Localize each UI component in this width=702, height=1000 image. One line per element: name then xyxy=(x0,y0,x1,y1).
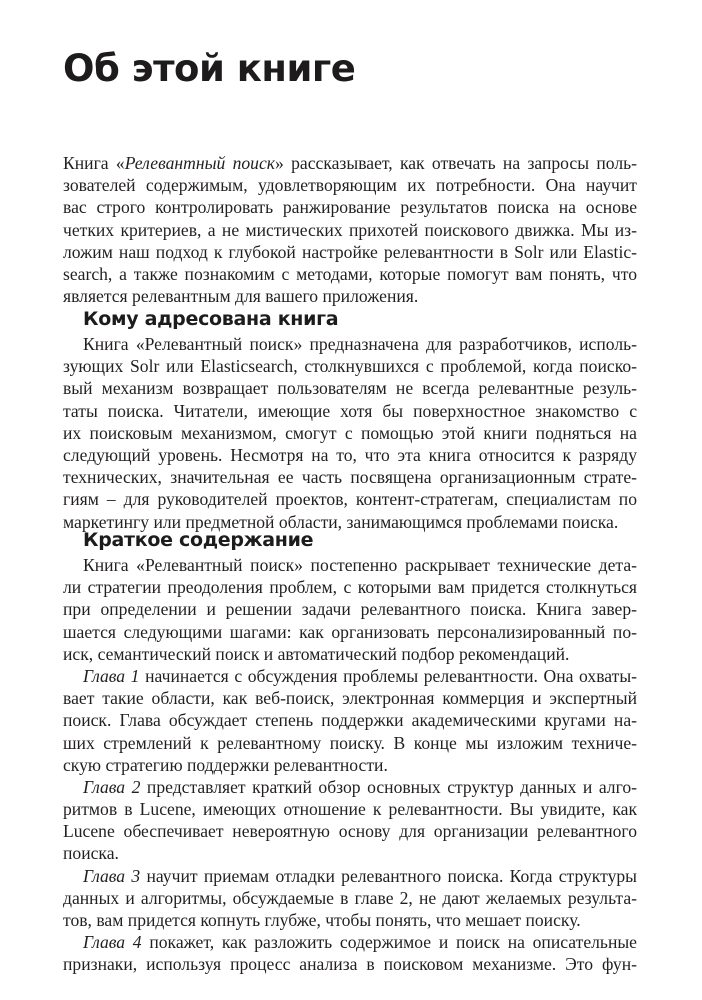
text-line: ли стратегии преодоления проблем, с которыми вам придется столкнуться xyxy=(63,577,637,598)
text-line: Книга «Релевантный поиск» постепенно раскрывает технические дета- xyxy=(83,555,637,575)
section-heading-audience: Кому адресована книга xyxy=(83,308,339,330)
text-line: Глава 3 научит приемам отладки релевантного поиска. Когда структуры xyxy=(83,865,637,886)
text-line: вый механизм возвращает пользователям не всегда релевантные резуль- xyxy=(63,378,637,399)
section-heading-summary: Краткое содержание xyxy=(83,529,314,551)
text-line: скую стратегию поддержки релевантности. xyxy=(63,754,388,775)
chapter-reference: Глава 1 xyxy=(83,665,140,686)
text-line: Lucene обеспечивает невероятную основу для организации релевантного xyxy=(63,821,637,842)
chapter-reference: Глава 3 xyxy=(83,865,141,886)
chapter-reference: Глава 2 xyxy=(83,776,141,797)
text-line: следующий уровень. Несмотря на то, что эта книга относится к разряду xyxy=(63,444,637,465)
chapter-title: Об этой книге xyxy=(63,47,356,90)
text-line: вас строго контролировать ранжирование результатов поиска на основе xyxy=(63,197,637,218)
text-line: Глава 2 представляет краткий обзор основных структур данных и алго- xyxy=(83,776,638,797)
audience-paragraph xyxy=(63,333,637,533)
text-line: маркетингу или предметной области, занимающимся проблемами поиска. xyxy=(63,511,619,532)
text-line: шается следующими шагами: как организовать персонализированный по- xyxy=(63,621,637,642)
summary-content xyxy=(63,554,637,976)
text-line: технических, значительная ее часть посвящена организационным страте- xyxy=(63,467,637,488)
intro-paragraph xyxy=(63,152,637,307)
text-line: поиск. Глава обсуждает степень поддержки академическими кругами на- xyxy=(63,710,637,731)
text-line: признаки, используя процесс анализа в поисковом механизме. Это фун- xyxy=(63,954,637,975)
text-line: вает такие области, как веб-поиск, электронная коммерция и экспертный xyxy=(63,688,637,709)
text-line: их поисковым механизмом, смогут с помощью этой книги подняться на xyxy=(63,422,637,443)
text-line: ритмов в Lucene, имеющих отношение к релевантности. Вы увидите, как xyxy=(63,799,637,820)
text-line: Глава 4 покажет, как разложить содержимое и поиск на описательные xyxy=(83,932,637,953)
text-line: четких критериев, а не мистических прихотей поискового движка. Мы из- xyxy=(63,219,637,240)
text-line: при определении и решении задачи релевантного поиска. Книга завер- xyxy=(63,599,637,620)
text-line: Глава 1 начинается с обсуждения проблемы релевантности. Она охваты- xyxy=(83,665,638,686)
text-line: поиска. xyxy=(63,843,119,864)
text-line: зующих Solr или Elasticsearch, столкнувшихся с проблемой, когда поиско- xyxy=(63,356,637,377)
book-title-emphasis: Релевантный поиск xyxy=(124,153,276,173)
text-line: ложим наш подход к глубокой настройке релевантности в Solr или Elastic- xyxy=(63,241,637,262)
text-line: гиям – для руководителей проектов, контент-стратегам, специалистам по xyxy=(63,489,637,510)
text-line: таты поиска. Читатели, имеющие хотя бы поверхностное знакомство с xyxy=(63,400,637,421)
chapter-reference: Глава 4 xyxy=(83,932,142,953)
text-line: Книга «Релевантный поиск» рассказывает, как отвечать на запросы поль- xyxy=(63,153,637,173)
text-line: является релевантным для вашего приложения. xyxy=(63,286,419,307)
text-line: зователей содержимым, удовлетворяющим их потребности. Она научит xyxy=(63,175,637,196)
text-line: иск, семантический поиск и автоматический подбор рекомендаций. xyxy=(63,643,570,664)
text-line: ших стремлений к релевантному поиску. В конце мы изложим техниче- xyxy=(63,732,637,753)
text-line: тов, вам придется копнуть глубже, чтобы понять, что мешает поиску. xyxy=(63,910,581,930)
text-line: search, а также познакомим с методами, которые помогут вам понять, что xyxy=(63,263,637,284)
text-line: Книга «Релевантный поиск» предназначена для разработчиков, исполь- xyxy=(83,334,637,354)
text-line: данных и алгоритмы, обсуждаемые в главе 2, не дают желаемых результа- xyxy=(63,887,637,908)
